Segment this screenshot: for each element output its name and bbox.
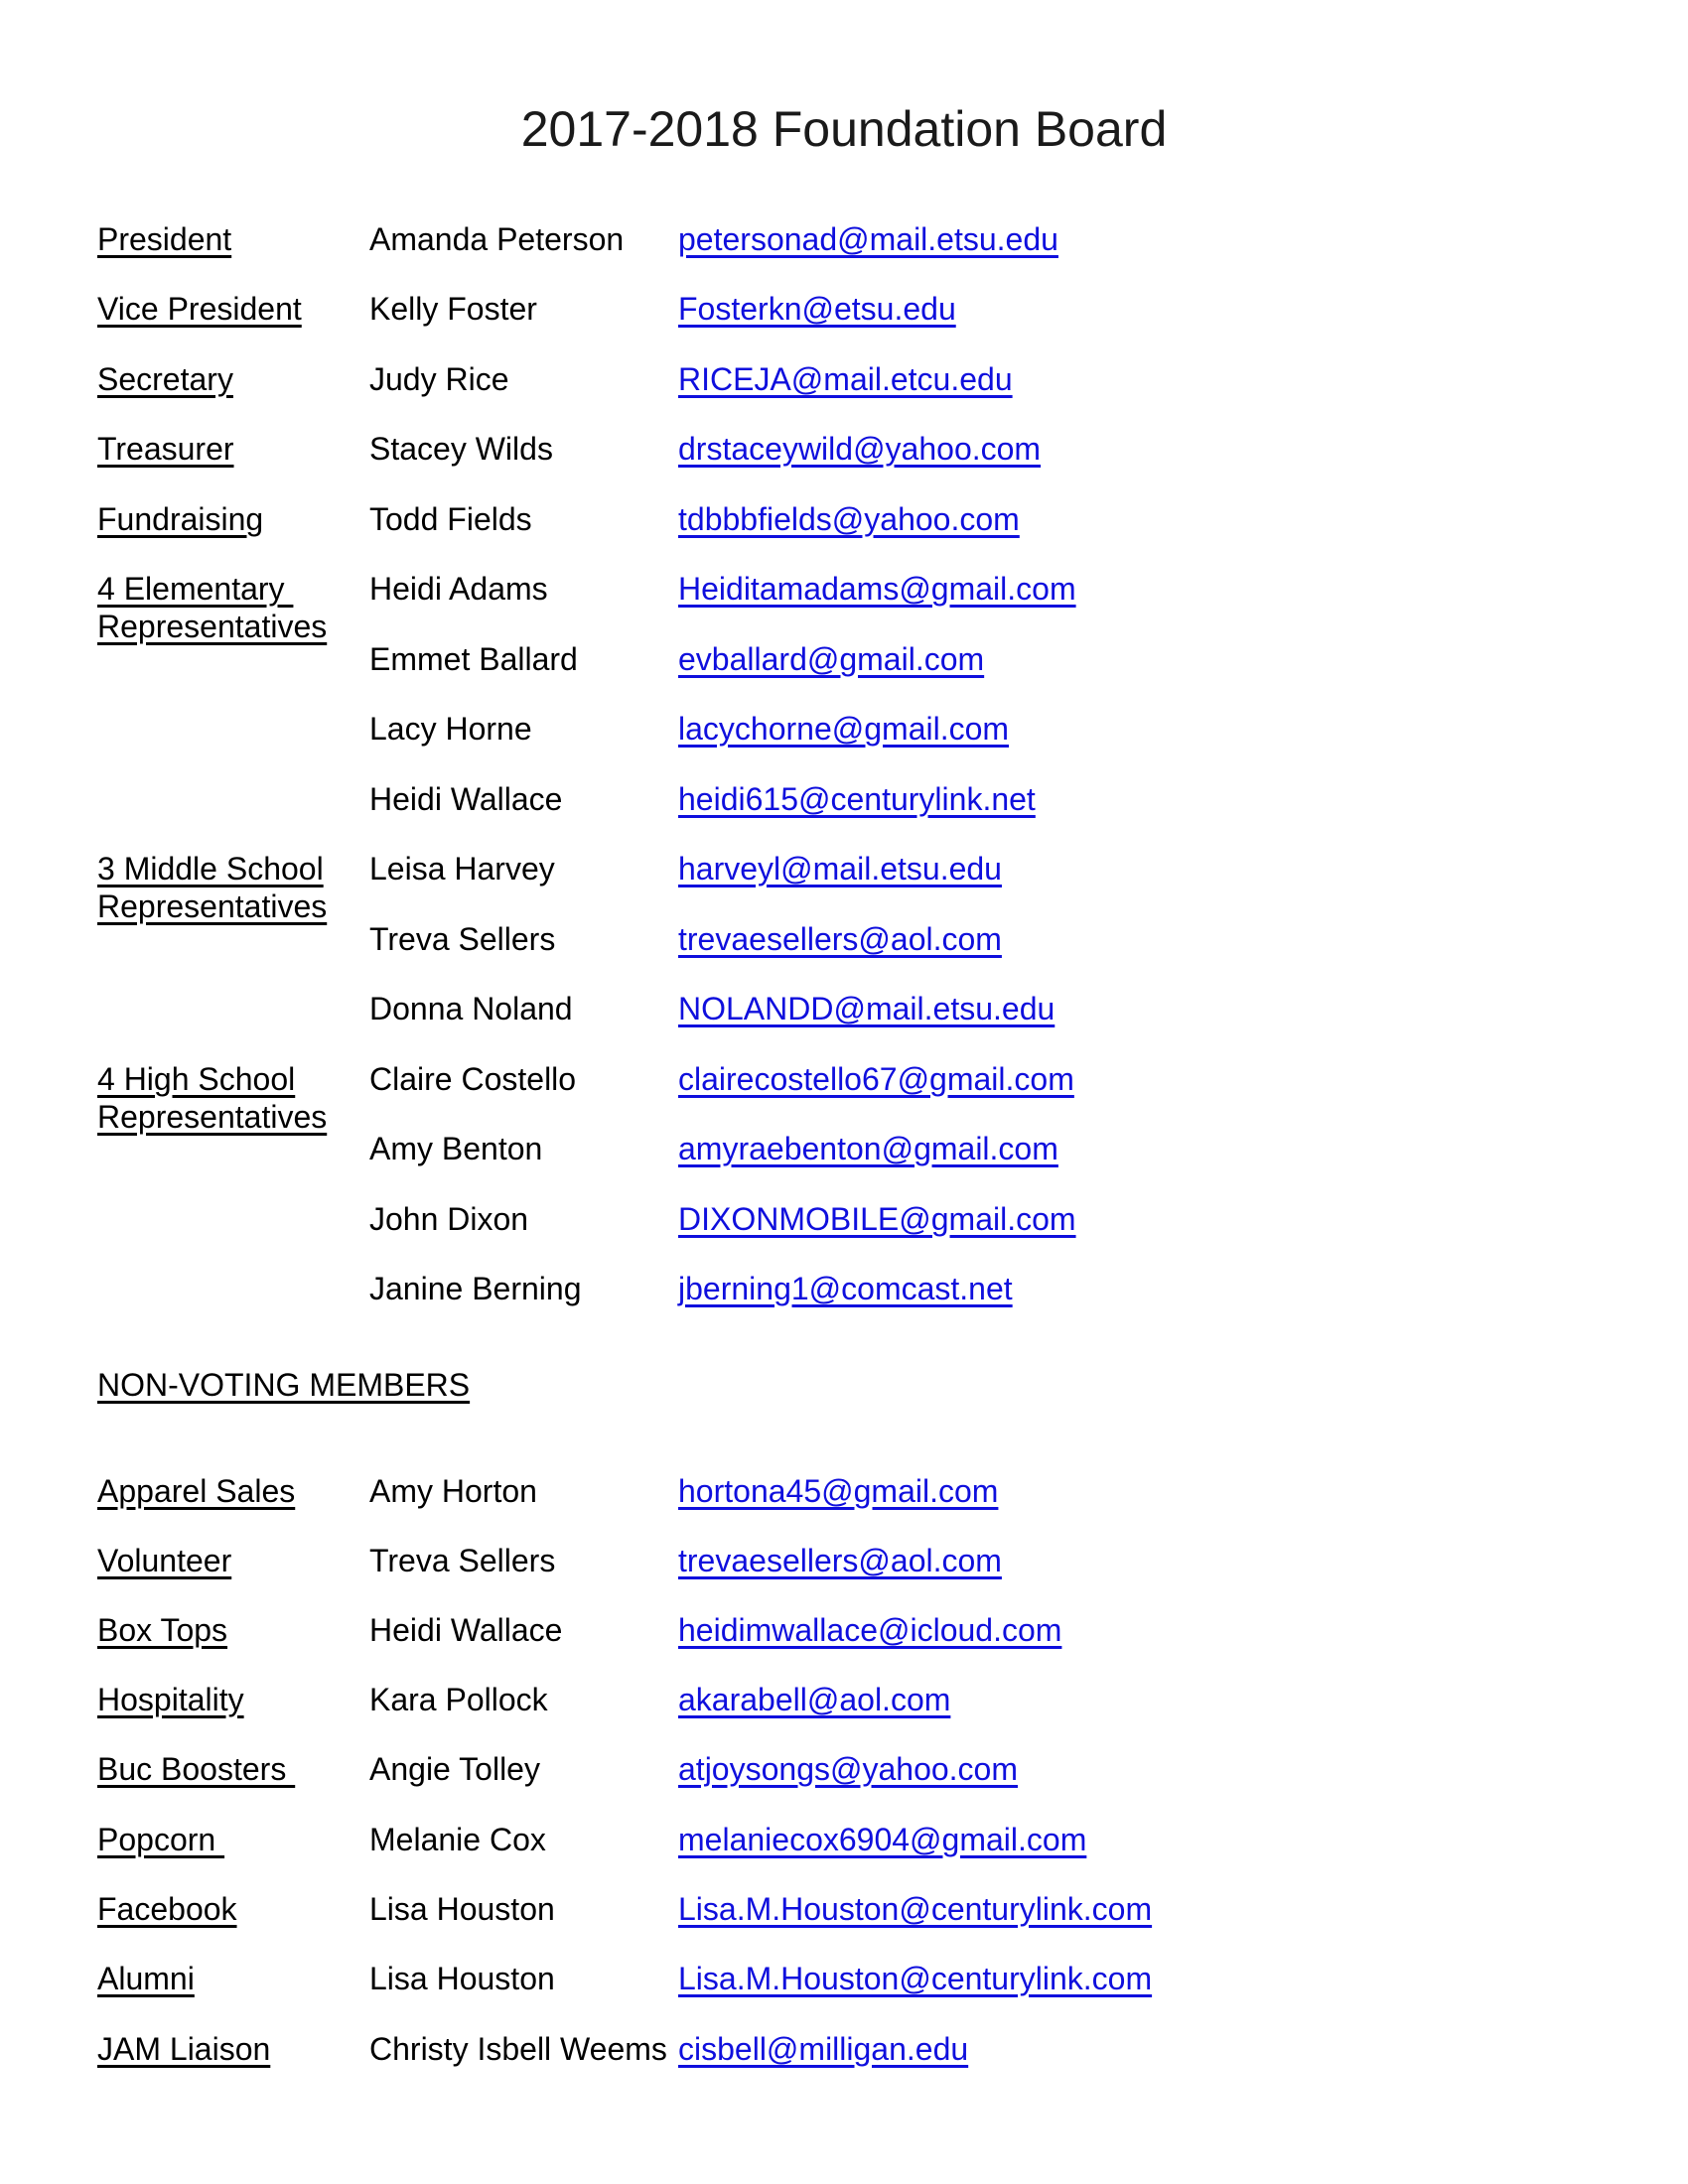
member-name: Lisa Houston [369, 1961, 555, 1996]
role-label: Popcorn [97, 1822, 225, 1857]
email-link[interactable]: Lisa.M.Houston@centurylink.com [678, 1891, 1153, 1927]
role-label: Volunteer [97, 1543, 232, 1578]
email-link[interactable]: trevaesellers@aol.com [678, 921, 1002, 957]
role-label: Fundraising [97, 501, 264, 537]
email-link[interactable]: Lisa.M.Houston@centurylink.com [678, 1961, 1153, 1996]
role-label: Box Tops [97, 1612, 228, 1648]
email-link[interactable]: melaniecox6904@gmail.com [678, 1822, 1087, 1857]
email-link[interactable]: tdbbbfields@yahoo.com [678, 501, 1020, 537]
email-link[interactable]: evballard@gmail.com [678, 641, 985, 677]
role-label: JAM Liaison [97, 2031, 271, 2067]
member-name: Leisa Harvey [369, 851, 555, 887]
email-link[interactable]: DIXONMOBILE@gmail.com [678, 1201, 1076, 1237]
role-label: Treasurer [97, 431, 234, 467]
member-name: Janine Berning [369, 1271, 582, 1306]
role-label: 3 Middle School [97, 851, 324, 887]
role-label-line2: Representatives [97, 888, 328, 924]
member-name: John Dixon [369, 1201, 529, 1237]
section-heading-non-voting: NON-VOTING MEMBERS [97, 1367, 471, 1403]
role-label: 4 Elementary [97, 571, 294, 607]
role-label-line2: Representatives [97, 609, 328, 644]
member-name: Amanda Peterson [369, 221, 625, 257]
member-name: Heidi Adams [369, 571, 548, 607]
email-link[interactable]: RICEJA@mail.etcu.edu [678, 361, 1013, 397]
email-link[interactable]: Heiditamadams@gmail.com [678, 571, 1076, 607]
email-link[interactable]: hortona45@gmail.com [678, 1473, 999, 1509]
role-label: Apparel Sales [97, 1473, 296, 1509]
member-name: Stacey Wilds [369, 431, 553, 467]
email-link[interactable]: lacychorne@gmail.com [678, 711, 1010, 747]
member-name: Treva Sellers [369, 921, 556, 957]
email-link[interactable]: drstaceywild@yahoo.com [678, 431, 1042, 467]
email-link[interactable]: harveyl@mail.etsu.edu [678, 851, 1002, 887]
email-link[interactable]: heidi615@centurylink.net [678, 781, 1036, 817]
role-label: Vice President [97, 291, 302, 327]
email-link[interactable]: atjoysongs@yahoo.com [678, 1751, 1018, 1787]
page-title: 2017-2018 Foundation Board [520, 101, 1168, 157]
email-link[interactable]: petersonad@mail.etsu.edu [678, 221, 1058, 257]
role-label: Secretary [97, 361, 233, 397]
role-label-line2: Representatives [97, 1099, 328, 1135]
member-name: Treva Sellers [369, 1543, 556, 1578]
member-name: Kelly Foster [369, 291, 537, 327]
email-link[interactable]: clairecostello67@gmail.com [678, 1061, 1074, 1097]
member-name: Judy Rice [369, 361, 509, 397]
member-name: Heidi Wallace [369, 1612, 563, 1648]
member-name: Angie Tolley [369, 1751, 540, 1787]
member-name: Amy Horton [369, 1473, 537, 1509]
role-label: President [97, 221, 232, 257]
role-label: Hospitality [97, 1682, 244, 1717]
member-name: Todd Fields [369, 501, 532, 537]
member-name: Heidi Wallace [369, 781, 563, 817]
role-label: Alumni [97, 1961, 195, 1996]
member-name: Christy Isbell Weems [369, 2031, 667, 2067]
email-link[interactable]: Fosterkn@etsu.edu [678, 291, 956, 327]
email-link[interactable]: amyraebenton@gmail.com [678, 1131, 1058, 1166]
email-link[interactable]: trevaesellers@aol.com [678, 1543, 1002, 1578]
email-link[interactable]: heidimwallace@icloud.com [678, 1612, 1062, 1648]
email-link[interactable]: NOLANDD@mail.etsu.edu [678, 991, 1055, 1026]
member-name: Kara Pollock [369, 1682, 548, 1717]
member-name: Amy Benton [369, 1131, 543, 1166]
email-link[interactable]: akarabell@aol.com [678, 1682, 951, 1717]
role-label: 4 High School [97, 1061, 296, 1097]
email-link[interactable]: jberning1@comcast.net [678, 1271, 1013, 1306]
member-name: Claire Costello [369, 1061, 577, 1097]
role-label: Buc Boosters [97, 1751, 296, 1787]
email-link[interactable]: cisbell@milligan.edu [678, 2031, 969, 2067]
member-name: Lacy Horne [369, 711, 532, 747]
member-name: Donna Noland [369, 991, 573, 1026]
member-name: Lisa Houston [369, 1891, 555, 1927]
member-name: Melanie Cox [369, 1822, 546, 1857]
member-name: Emmet Ballard [369, 641, 578, 677]
role-label: Facebook [97, 1891, 237, 1927]
